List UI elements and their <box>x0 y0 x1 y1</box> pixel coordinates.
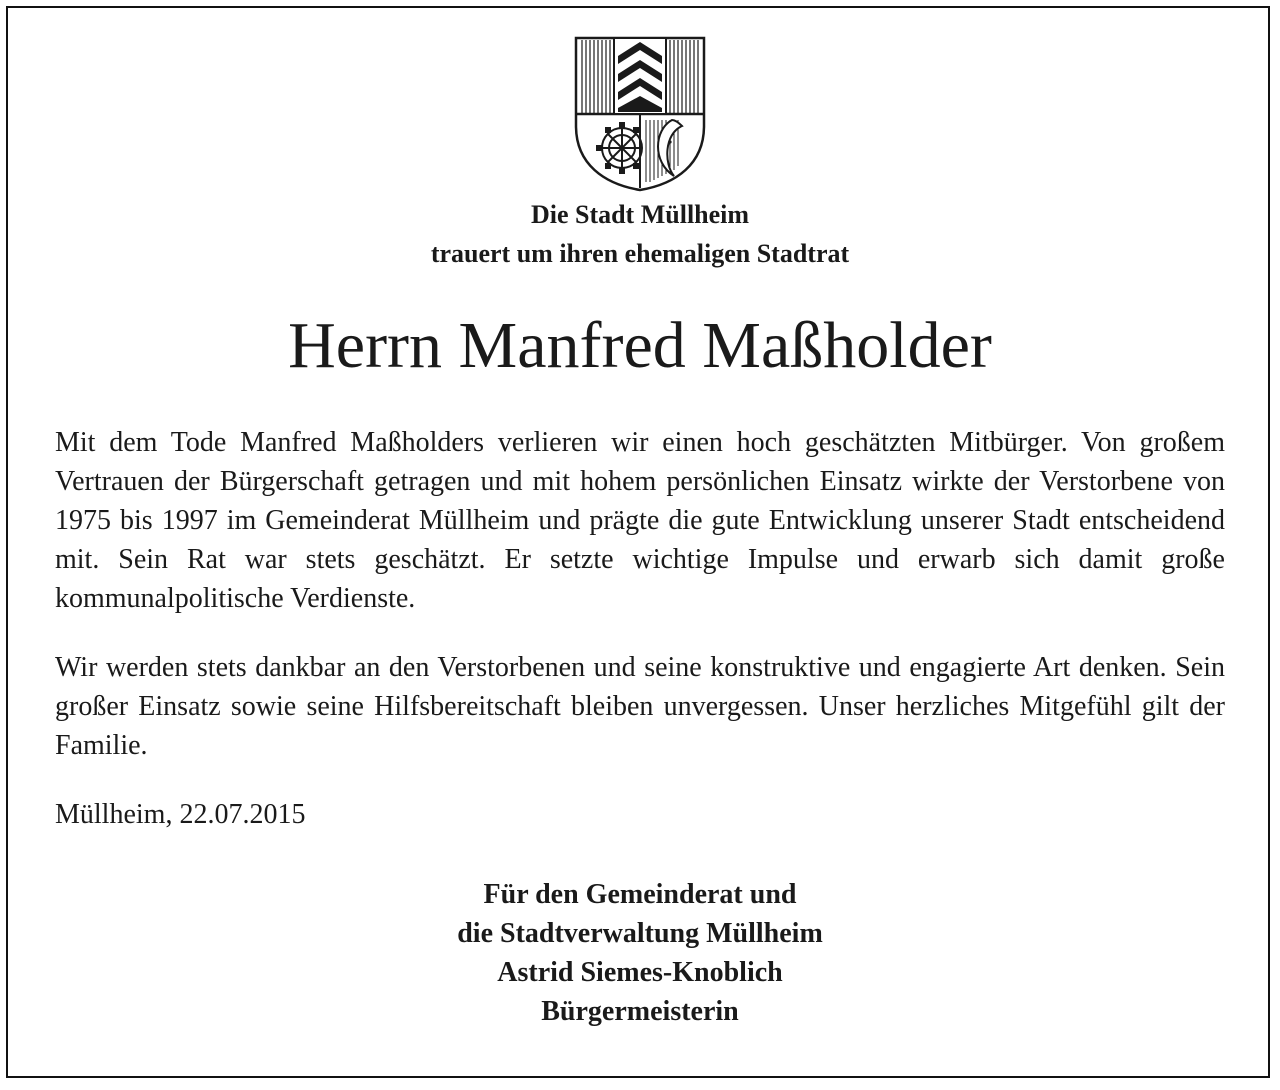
signature-administration-line: die Stadtverwaltung Müllheim <box>457 918 823 949</box>
coat-of-arms-icon <box>572 34 708 194</box>
body-paragraph-tribute: Mit dem Tode Manfred Maßholders verlieren wir einen hoch geschätzten Mitbürger. Von großem Vertrauen der Bürgerschaft getragen und mit hohem persönlichen Einsatz wirkte der Verstorbene von 1975 bis 1997 im Gemeinderat Müllheim und prägte die gute Entwicklung unserer Stadt entscheidend mit. Sein Rat war stets geschätzt. Er setzte wichtige Impulse und erwarb sich damit große kommunalpolitische Verdienste. <box>55 427 1225 614</box>
place-date: Müllheim, 22.07.2015 <box>55 799 306 830</box>
body-paragraph-gratitude: Wir werden stets dankbar an den Verstorbenen und seine konstruktive und engagierte Art denken. Sein großer Einsatz sowie seine Hilfsbereitschaft bleiben unvergessen. Unser herzliches Mitgefühl gilt der Familie. <box>55 652 1225 761</box>
signature-mayor-name: Astrid Siemes-Knoblich <box>497 957 783 988</box>
signature-mayor-title: Bürgermeisterin <box>541 996 739 1027</box>
deceased-name: Herrn Manfred Maßholder <box>288 309 992 382</box>
intro-mourning-line: trauert um ihren ehemaligen Stadtrat <box>430 239 850 268</box>
intro-city-line: Die Stadt Müllheim <box>530 200 750 229</box>
signature-council-line: Für den Gemeinderat und <box>483 879 797 910</box>
